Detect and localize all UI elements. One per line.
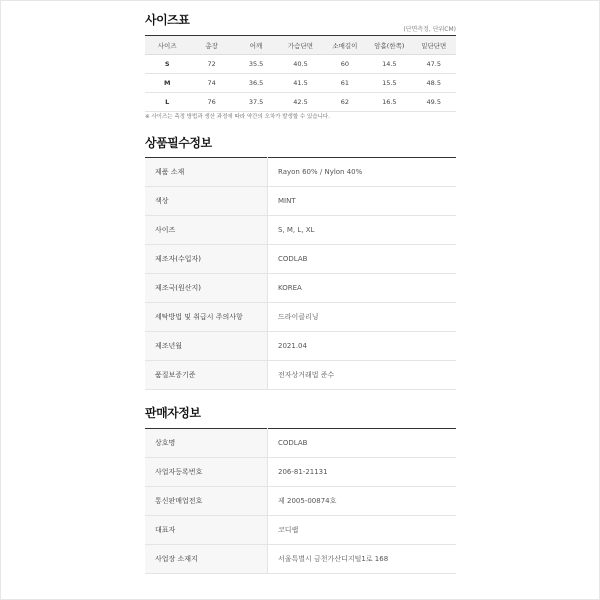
size-cell: 60	[323, 55, 367, 74]
table-row	[145, 187, 456, 216]
size-cell: 41.5	[278, 74, 322, 93]
info-value: 서울특별시 금천가산디지털1로 168	[268, 545, 457, 574]
info-value: 드라이클리닝	[268, 303, 457, 332]
info-label: 통신판매업전호	[145, 487, 268, 516]
size-cell: 16.5	[367, 93, 411, 112]
info-value: MINT	[268, 187, 457, 216]
size-cell: 35.5	[234, 55, 278, 74]
size-header-cell: 소매길이	[323, 36, 367, 55]
table-row	[145, 332, 456, 361]
size-cell: 37.5	[234, 93, 278, 112]
size-cell: 74	[189, 74, 233, 93]
table-row	[145, 545, 456, 574]
table-row	[145, 429, 456, 458]
info-label: 제조자(수입자)	[145, 245, 268, 274]
size-chart-table	[145, 35, 456, 112]
size-chart-row	[145, 55, 456, 74]
size-cell: M	[145, 74, 189, 93]
info-label: 사업장 소재지	[145, 545, 268, 574]
table-row	[145, 245, 456, 274]
size-cell: 48.5	[412, 74, 456, 93]
table-row	[145, 158, 456, 187]
product-info-title: 상품필수정보	[145, 136, 212, 150]
size-cell: 72	[189, 55, 233, 74]
info-label: 사이즈	[145, 216, 268, 245]
size-cell: 40.5	[278, 55, 322, 74]
table-row	[145, 303, 456, 332]
info-value: KOREA	[268, 274, 457, 303]
info-label: 색상	[145, 187, 268, 216]
info-label: 품질보증기준	[145, 361, 268, 390]
info-label: 사업자등록번호	[145, 458, 268, 487]
info-value: 코디랩	[268, 516, 457, 545]
info-value: CODLAB	[268, 429, 457, 458]
table-row	[145, 361, 456, 390]
seller-info-title: 판매자정보	[145, 406, 201, 420]
size-cell: 36.5	[234, 74, 278, 93]
size-cell: L	[145, 93, 189, 112]
size-chart-row	[145, 74, 456, 93]
size-cell: 47.5	[412, 55, 456, 74]
size-header-cell: 사이즈	[145, 36, 189, 55]
table-row	[145, 458, 456, 487]
info-value: 206-81-21131	[268, 458, 457, 487]
size-unit-note: (단면측정, 단위CM)	[403, 26, 456, 33]
size-cell: 42.5	[278, 93, 322, 112]
size-cell: 76	[189, 93, 233, 112]
size-cell: 61	[323, 74, 367, 93]
size-header-cell: 어깨	[234, 36, 278, 55]
info-label: 세탁방법 및 취급시 주의사항	[145, 303, 268, 332]
info-label: 상호명	[145, 429, 268, 458]
size-header-cell: 가슴단면	[278, 36, 322, 55]
info-value: 전자상거래법 준수	[268, 361, 457, 390]
table-row	[145, 274, 456, 303]
info-label: 제조국(원산지)	[145, 274, 268, 303]
info-label: 제품 소재	[145, 158, 268, 187]
size-header-cell: 암홀(한쪽)	[367, 36, 411, 55]
size-cell: S	[145, 55, 189, 74]
size-chart-note: ※ 사이즈는 측정 방법과 생산 과정에 따라 약간의 오차가 발생할 수 있습니다.	[145, 114, 330, 120]
size-header-cell: 총장	[189, 36, 233, 55]
table-row	[145, 487, 456, 516]
product-info-table	[145, 157, 456, 390]
size-cell: 15.5	[367, 74, 411, 93]
info-value: 제 2005-00874호	[268, 487, 457, 516]
table-row	[145, 516, 456, 545]
info-value: 2021.04	[268, 332, 457, 361]
size-header-cell: 밑단단면	[412, 36, 456, 55]
info-value: Rayon 60% / Nylon 40%	[268, 158, 457, 187]
size-chart-header-row	[145, 36, 456, 55]
info-label: 대표자	[145, 516, 268, 545]
info-label: 제조년월	[145, 332, 268, 361]
size-chart-title: 사이즈표	[145, 13, 190, 27]
seller-info-table	[145, 428, 456, 574]
info-value: CODLAB	[268, 245, 457, 274]
table-row	[145, 216, 456, 245]
size-cell: 14.5	[367, 55, 411, 74]
info-value: S, M, L, XL	[268, 216, 457, 245]
size-cell: 62	[323, 93, 367, 112]
size-chart-row	[145, 93, 456, 112]
size-cell: 49.5	[412, 93, 456, 112]
